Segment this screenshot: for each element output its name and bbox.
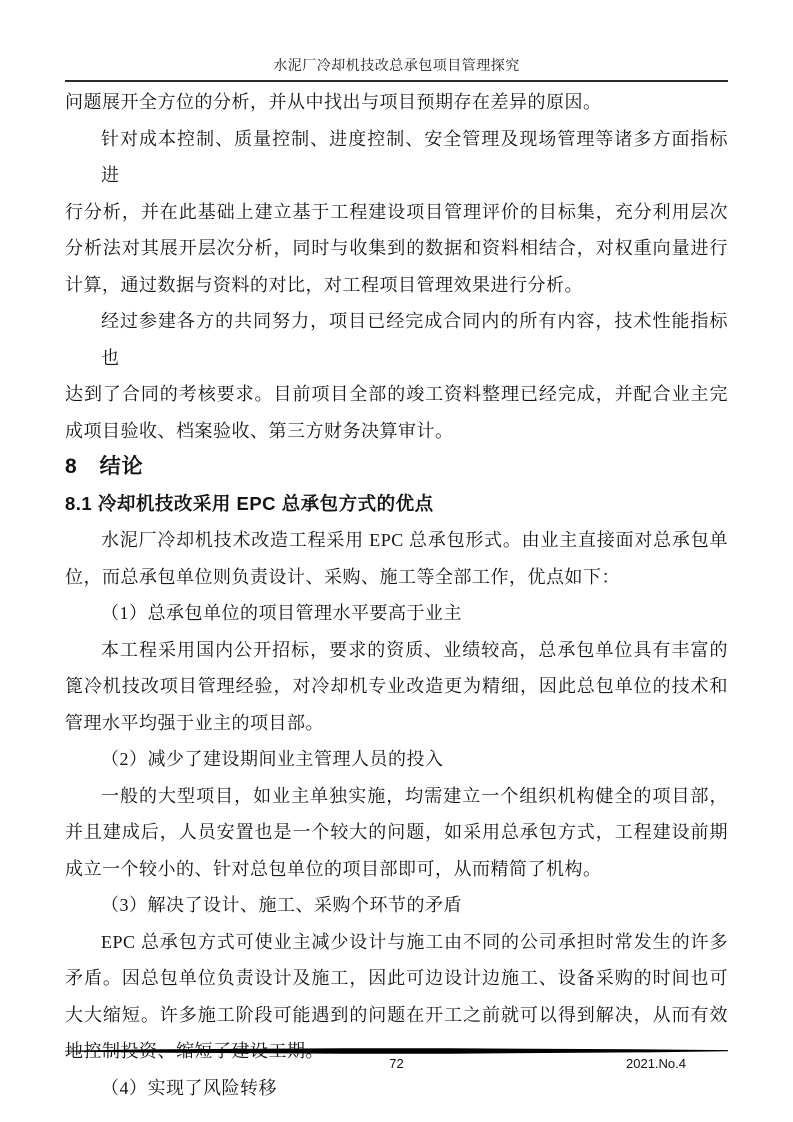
body-text-line: 分析法对其展开层次分析，同时与收集到的数据和资料相结合，对权重向量进行 [65, 238, 728, 258]
body-text-line: 计算，通过数据与资料的对比，对工程项目管理效果进行分析。 [65, 274, 583, 295]
list-item-line: （4）实现了风险转移 [101, 1077, 277, 1098]
body-text-line: 水泥厂冷却机技术改造工程采用 EPC 总承包形式。由业主直接面对总承包单 [101, 530, 728, 550]
body-text-line: 达到了合同的考核要求。目前项目全部的竣工资料整理已经完成，并配合业主完 [65, 384, 728, 404]
body-text-line: 本工程采用国内公开招标，要求的资质、业绩较高，总承包单位具有丰富的 [101, 639, 728, 660]
header-rule [65, 80, 728, 82]
body-text-line: 问题展开全方位的分析，并从中找出与项目预期存在差异的原因。 [65, 92, 602, 112]
body-text-line: 管理水平均强于业主的项目部。 [65, 712, 324, 733]
body-text-line: 成项目验收、档案验收、第三方财务决算审计。 [65, 420, 454, 441]
footer-rule [65, 1048, 728, 1054]
body-text-line: 成立一个较小的、针对总包单位的项目部即可，从而精简了机构。 [65, 858, 602, 879]
page-header [65, 57, 728, 82]
footer-row [65, 1056, 728, 1074]
page-footer [65, 1048, 728, 1074]
body-text-line: 一般的大型项目，如业主单独实施，均需建立一个组织机构健全的项目部， [101, 785, 728, 806]
body-text-line: 大大缩短。许多施工阶段可能遇到的问题在开工之前就可以得到解决，从而有效 [65, 1004, 728, 1025]
body-text-line: 篦冷机技改项目管理经验，对冷却机专业改造更为精细，因此总包单位的技术和 [65, 676, 728, 696]
subsection-heading: 8.1 冷却机技改采用 EPC 总承包方式的优点 [65, 492, 434, 514]
body-text-line: EPC 总承包方式可使业主减少设计与施工由不同的公司承担时常发生的许多 [101, 931, 728, 952]
body-text-line: 针对成本控制、质量控制、进度控制、安全管理及现场管理等诸多方面指标进 [101, 128, 728, 185]
body-text-line: 行分析，并在此基础上建立基于工程建设项目管理评价的目标集，充分利用层次 [65, 201, 728, 222]
list-item-line: （2）减少了建设期间业主管理人员的投入 [101, 749, 444, 769]
issue-label: 2021.No.4 [626, 1056, 686, 1071]
list-item-line: （1）总承包单位的项目管理水平要高于业主 [101, 603, 462, 623]
page-number: 72 [389, 1056, 404, 1071]
document-body [65, 84, 728, 1106]
body-text-line: 经过参建各方的共同努力，项目已经完成合同内的所有内容，技术性能指标也 [101, 311, 728, 368]
body-text-line: 位，而总承包单位则负责设计、采购、施工等全部工作，优点如下： [65, 566, 620, 587]
body-text-line: 矛盾。因总包单位负责设计及施工，因此可边设计边施工、设备采购的时间也可 [65, 968, 728, 988]
body-text-line: 并且建成后，人员安置也是一个较大的问题，如采用总承包方式，工程建设前期 [65, 822, 728, 842]
section-heading: 8 结论 [65, 455, 144, 478]
running-head-title: 水泥厂冷却机技改总承包项目管理探究 [273, 59, 520, 74]
list-item-line: （3）解决了设计、施工、采购个环节的矛盾 [101, 895, 462, 915]
